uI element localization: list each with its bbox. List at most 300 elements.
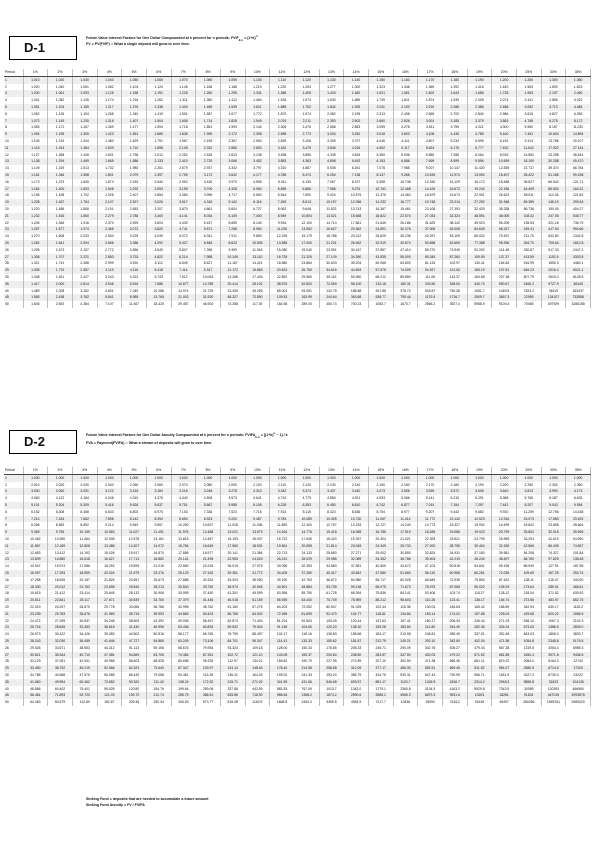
factor-cell: 22.019 [23,604,48,611]
factor-cell: 3.395 [319,138,344,145]
factor-cell: 30.095 [270,563,295,570]
fvif-rate-header: 1% [23,69,48,76]
fvifa-rate-header: 14% [344,467,369,474]
factor-cell: 5.160 [492,131,517,138]
factor-cell: 3.707 [344,138,369,145]
factor-cell: 1.010 [23,76,48,83]
factor-cell: 30.288 [541,158,566,165]
factor-cell: 3.606 [467,488,492,495]
factor-cell: 128.00 [270,645,295,652]
factor-cell: 1.295 [23,247,48,254]
factor-cell: 1.486 [48,206,73,213]
factor-cell: 2400.0 [294,699,319,706]
factor-cell: 1.145 [171,84,196,91]
factor-cell: 70065 [516,301,541,308]
factor-cell: 49.006 [171,618,196,625]
fvif-section [0,0,595,418]
factor-cell: 53.739 [319,584,344,591]
factor-cell: 2.813 [220,152,245,159]
factor-cell: 39.404 [418,556,443,563]
factor-cell: 3.091 [72,488,97,495]
factor-cell: 24.709 [467,536,492,543]
factor-cell: 2.076 [270,118,295,125]
factor-cell: 11.467 [122,301,147,308]
factor-cell: 1319.5 [516,645,541,652]
factor-cell: 25.802 [516,529,541,536]
factor-cell: 1.403 [171,104,196,111]
factor-cell: 456.30 [393,665,418,672]
factor-cell: 53.436 [171,624,196,631]
factor-cell: 6.053 [566,111,591,118]
factor-cell: 121.71 [566,179,591,186]
factor-cell: 328.00 [442,281,467,288]
factor-cell: 23.991 [319,247,344,254]
period-cell: 45 [4,692,23,699]
factor-cell: 1.419 [146,111,171,118]
factor-cell: 21.814 [319,543,344,550]
fvif-rate-header: 11% [270,69,295,76]
factor-cell: 2.288 [442,104,467,111]
factor-cell: 36119 [541,288,566,295]
fvif-rate-header: 6% [146,69,171,76]
factor-cell: 3.870 [171,206,196,213]
factor-cell: 44.501 [270,584,295,591]
factor-cell: 2314.2 [467,679,492,686]
factor-cell: 790.95 [442,672,467,679]
factor-cell: 1.070 [171,76,196,83]
factor-cell: 115.38 [393,604,418,611]
factor-cell: 13.233 [344,522,369,529]
factor-cell: 1.220 [23,206,48,213]
factor-cell: 45.219 [72,665,97,672]
factor-cell: 37.051 [48,658,73,665]
factor-cell: 35.527 [516,179,541,186]
factor-cell: 30.633 [319,260,344,267]
factor-cell: 46.902 [196,301,221,308]
factor-cell: 1.000 [541,474,566,481]
factor-cell: 1.305 [72,131,97,138]
factor-cell: 112.80 [72,699,97,706]
factor-cell: 630.17 [541,604,566,611]
factor-cell: 4.785 [270,172,295,179]
period-cell: 10 [4,138,23,145]
table-row [4,584,591,591]
factor-cell: 1.331 [245,90,270,97]
factor-cell: 34.405 [270,570,295,577]
factor-cell: 1.000 [467,474,492,481]
factor-cell: 96.022 [467,584,492,591]
fvifa-rate-header: 3% [72,467,97,474]
factor-cell: 2.653 [122,206,147,213]
factor-cell: 14.164 [270,529,295,536]
factor-cell: 1.504 [146,118,171,125]
period-cell: 16 [4,577,23,584]
factor-cell: 2.252 [171,152,196,159]
factor-cell: 2.786 [122,213,147,220]
table-row [4,220,591,227]
factor-cell: 6.633 [97,509,122,516]
factor-cell: 34.883 [319,563,344,570]
factor-cell: 17.449 [245,274,270,281]
factor-cell: 1.967 [171,138,196,145]
factor-cell: 3.479 [294,145,319,152]
factor-cell: 64.002 [245,611,270,618]
fvifa-rate-header: 1% [23,467,48,474]
factor-cell: 9436.5 [566,652,591,659]
factor-cell: 1.791 [146,138,171,145]
factor-cell: 2.666 [97,240,122,247]
factor-cell: 90.320 [122,679,147,686]
sinking-fund-note-2: Sinking Fund Annuity = FV / FVIFA [86,803,145,807]
table-row [4,90,591,97]
fvifa-formula: FVA = Payment(FVIFA) :: What a stream of deposits will grow to over time. [86,441,213,445]
factor-cell: 1.060 [146,76,171,83]
factor-cell: 14.207 [122,543,147,550]
factor-cell: 290.34 [146,699,171,706]
factor-cell: 571.52 [467,652,492,659]
fvifa-rate-header: 20% [492,467,517,474]
factor-cell: 3.278 [393,124,418,131]
factor-cell: 17.888 [171,550,196,557]
factor-cell: 35.950 [245,577,270,584]
factor-cell: 9.755 [48,529,73,536]
factor-cell: 36.786 [146,604,171,611]
factor-cell: 3.278 [220,488,245,495]
factor-cell: 199.64 [171,686,196,693]
factor-cell: 1.208 [23,199,48,206]
factor-cell: 164.31 [566,186,591,193]
factor-cell: 32.919 [368,240,393,247]
factor-cell: 4.384 [72,301,97,308]
factor-cell: 5.416 [97,502,122,509]
factor-cell: 13.585 [270,240,295,247]
fvifa-rate-header: 13% [319,467,344,474]
factor-cell: 68.528 [146,658,171,665]
factor-cell: 1.000 [368,474,393,481]
factor-cell: 27.109 [319,254,344,261]
factor-cell: 6.192 [492,138,517,145]
factor-cell: 17.583 [541,516,566,523]
factor-cell: 4.021 [467,124,492,131]
factor-cell: 102.44 [368,604,393,611]
factor-cell: 109.53 [270,294,295,301]
period-cell: 11 [4,145,23,152]
factor-cell: 5.291 [467,495,492,502]
factor-cell: 3.896 [294,152,319,159]
factor-cell: 92.720 [72,692,97,699]
factor-cell: 10.950 [48,536,73,543]
factor-cell: 1.173 [23,179,48,186]
factor-cell: 3.342 [270,488,295,495]
factor-cell: 2.476 [294,124,319,131]
factor-cell: 8.142 [122,516,147,523]
factor-cell: 3.122 [97,488,122,495]
factor-cell: 115.27 [467,590,492,597]
factor-cell: 6.802 [122,509,147,516]
factor-cell: 6.659 [220,220,245,227]
factor-cell: 4.375 [146,495,171,502]
factor-cell: 123.41 [442,597,467,604]
factor-cell: 31.629 [418,220,443,227]
factor-cell: 17.713 [122,556,147,563]
factor-cell: 158.66 [344,631,369,638]
factor-cell: 30.422 [48,631,73,638]
factor-cell: 1.000 [196,474,221,481]
factor-cell: 5.311 [270,179,295,186]
period-cell: 27 [4,254,23,261]
table-label-d2: D-2 [9,430,77,454]
factor-cell: 2.292 [122,186,147,193]
factor-cell: 9.549 [122,522,147,529]
factor-cell: 1.870 [270,111,295,118]
factor-cell: 21.412 [48,590,73,597]
factor-cell: 190.05 [541,206,566,213]
factor-cell: 2.040 [97,482,122,489]
factor-cell: 4.822 [146,254,171,261]
factor-cell: 37.379 [171,597,196,604]
factor-cell: 37.581 [344,563,369,570]
factor-cell: 2.563 [97,233,122,240]
fvif-rate-header: 12% [294,69,319,76]
fvif-table [4,69,591,308]
factor-cell: 43.535 [368,254,393,261]
factor-cell: 1.276 [122,104,147,111]
factor-cell: 1.801 [97,172,122,179]
fvif-rate-header: 18% [442,69,467,76]
period-cell: 18 [4,590,23,597]
fvif-rate-header: 5% [122,69,147,76]
factor-cell: 5176.5 [566,638,591,645]
factor-cell: 9.313 [516,138,541,145]
factor-cell: 1812.8 [566,240,591,247]
factor-cell: 113.28 [196,672,221,679]
factor-cell: 95.396 [492,240,517,247]
period-cell: 2 [4,482,23,489]
factor-cell: 646.23 [516,267,541,274]
table-row [4,672,591,679]
factor-cell: 3.506 [393,488,418,495]
factor-cell: 18281 [492,692,517,699]
table-row [4,301,591,308]
factor-cell: 63.440 [294,597,319,604]
factor-cell: 9.266 [393,172,418,179]
factor-cell: 30.404 [467,543,492,550]
factor-cell: 45497 [492,699,517,706]
factor-cell: 2.397 [146,172,171,179]
factor-cell: 26.750 [294,267,319,274]
factor-cell: 79.543 [245,624,270,631]
factor-cell: 45.259 [245,288,270,295]
factor-cell: 1.300 [344,84,369,91]
factor-cell: 65.001 [270,288,295,295]
table-row [4,474,591,481]
factor-cell: 66.261 [467,570,492,577]
factor-cell: 187.95 [566,563,591,570]
factor-cell: 1.020 [23,84,48,91]
factor-cell: 15.416 [319,529,344,536]
factor-cell: 78.979 [418,584,443,591]
factor-cell: 1.796 [122,152,147,159]
factor-cell: 705.64 [541,240,566,247]
factor-cell: 45.008 [442,226,467,233]
factor-cell: 60.965 [442,570,467,577]
factor-cell: 49.470 [566,158,591,165]
factor-cell: 1.127 [23,152,48,159]
period-cell: 40 [4,686,23,693]
factor-cell: 371.52 [541,590,566,597]
factor-cell: 4.440 [171,495,196,502]
factor-cell: 112.97 [220,658,245,665]
table-row [4,679,591,686]
factor-cell: 5.141 [418,495,443,502]
factor-cell: 2948.3 [492,679,517,686]
factor-cell: 1.250 [516,76,541,83]
factor-cell: 1.311 [171,97,196,104]
factor-cell: 51.186 [541,172,566,179]
factor-cell: 68.676 [171,645,196,652]
factor-cell: 1.184 [23,186,48,193]
factor-cell: 12.142 [442,516,467,523]
factor-cell: 293.20 [319,672,344,679]
factor-cell: 5.309 [72,502,97,509]
table-row [4,145,591,152]
factor-cell: 1.149 [48,118,73,125]
factor-cell: 285.01 [541,584,566,591]
factor-cell: 4.573 [220,495,245,502]
factor-cell: 136.31 [220,672,245,679]
factor-cell: 40.995 [171,604,196,611]
factor-cell: 1.690 [541,84,566,91]
factor-cell: 32.429 [467,206,492,213]
factor-cell: 94.461 [171,672,196,679]
factor-cell: 1.346 [393,84,418,91]
factor-cell: 10.804 [294,213,319,220]
period-cell: 13 [4,556,23,563]
factor-cell: 22.186 [492,186,517,193]
factor-cell: 3.511 [418,124,443,131]
factor-cell: 26.019 [220,563,245,570]
fvifa-rate-header: 11% [270,467,295,474]
factor-cell: 13203 [467,692,492,699]
factor-cell: 3.518 [368,131,393,138]
period-cell: 50 [4,699,23,706]
table-row [4,482,591,489]
factor-cell: 1.195 [48,131,73,138]
factor-cell: 19.599 [122,563,147,570]
factor-cell: 6.275 [541,118,566,125]
factor-cell: 7523.2 [516,288,541,295]
factor-cell: 2.720 [196,158,221,165]
fvif-rate-header: 17% [418,69,443,76]
factor-cell: 1.608 [48,233,73,240]
factor-cell: 221.82 [566,192,591,199]
factor-cell: 95.026 [97,686,122,693]
factor-cell: 2.527 [122,199,147,206]
factor-cell: 13.268 [220,274,245,281]
factor-cell: 117.39 [245,301,270,308]
factor-cell: 6.109 [220,213,245,220]
factor-cell: 3.990 [541,488,566,495]
factor-cell: 1.190 [467,76,492,83]
factor-cell: 47.414 [393,247,418,254]
factor-cell: 1013.7 [319,686,344,693]
factor-cell: 8.623 [220,240,245,247]
factor-cell: 1.138 [23,158,48,165]
factor-cell: 75.401 [72,686,97,693]
factor-cell: 1.257 [23,226,48,233]
table-row [4,179,591,186]
table-row [4,158,591,165]
factor-cell: 8.394 [146,516,171,523]
factor-cell: 1.041 [23,97,48,104]
table-row [4,288,591,295]
factor-cell: 4163.2 [442,686,467,693]
factor-cell: 1.180 [442,76,467,83]
factor-cell: 181.87 [344,638,369,645]
factor-cell: 22.841 [48,597,73,604]
factor-cell: 1.282 [23,240,48,247]
factor-cell: 542.80 [541,233,566,240]
factor-cell: 50.818 [442,563,467,570]
factor-cell: 312.09 [344,665,369,672]
factor-cell: 5.695 [467,138,492,145]
factor-cell: 41.660 [23,679,48,686]
factor-cell: 3.184 [146,488,171,495]
factor-cell: 1.000 [566,474,591,481]
factor-cell: 32.824 [418,550,443,557]
factor-cell: 16.645 [196,543,221,550]
factor-cell: 15.863 [245,267,270,274]
period-cell: 22 [4,220,23,227]
factor-cell: 23.414 [72,590,97,597]
factor-cell: 2.060 [146,482,171,489]
period-cell: 30 [4,672,23,679]
fvif-rate-header: 7% [171,69,196,76]
factor-cell: 1650.4 [516,652,541,659]
factor-cell: 84.141 [393,590,418,597]
factor-cell: 59.196 [492,563,517,570]
factor-cell: 2015.4 [541,267,566,274]
factor-cell: 66.765 [196,631,221,638]
factor-cell: 2.853 [344,124,369,131]
factor-cell: 47.103 [418,563,443,570]
factor-cell: 69.532 [220,624,245,631]
factor-cell: 15.193 [220,536,245,543]
period-cell: 3 [4,90,23,97]
factor-cell: 9.358 [368,179,393,186]
factor-cell: 30.537 [72,618,97,625]
table-row [4,124,591,131]
factor-cell: 28.755 [442,543,467,550]
period-cell: 20 [4,604,23,611]
factor-cell: 1.806 [72,206,97,213]
factor-cell: 13.110 [245,254,270,261]
factor-cell: 12.172 [220,267,245,274]
factor-cell: 693.57 [344,679,369,686]
factor-cell: 47.575 [72,672,97,679]
factor-cell: 77.388 [467,240,492,247]
factor-cell: 60.462 [72,679,97,686]
factor-cell: 30.539 [122,597,147,604]
table-row [4,138,591,145]
factor-cell: 471.98 [492,638,517,645]
factor-cell: 35.344 [48,652,73,659]
factor-cell: 4.818 [344,152,369,159]
factor-cell: 44.312 [97,645,122,652]
period-cell: 23 [4,226,23,233]
factor-cell: 8.115 [294,509,319,516]
factor-cell: 1.265 [97,111,122,118]
